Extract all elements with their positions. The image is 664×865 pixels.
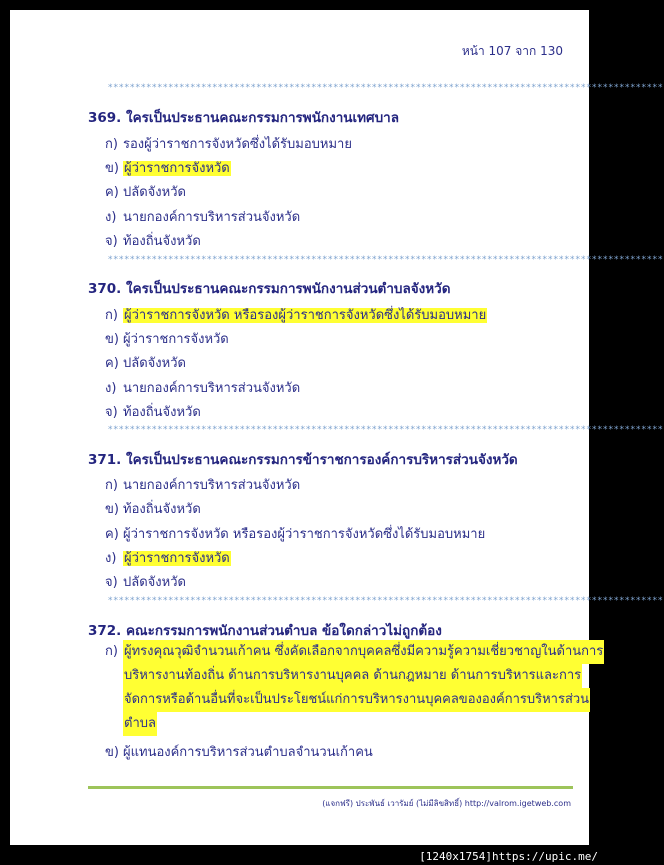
choice-label: ค) — [105, 356, 119, 371]
choice-text: ปลัดจังหวัด — [123, 185, 186, 200]
document-page — [10, 10, 664, 845]
choice-label: ง) — [105, 381, 117, 396]
choice-text-highlighted: ผู้ว่าราชการจังหวัด หรือรองผู้ว่าราชการจังหวัดซึ่งได้รับมอบหมาย — [124, 308, 487, 323]
choice-line: ผู้ทรงคุณวุฒิจำนวนเก้าคน ซึ่งคัดเลือกจากบุคคลซึ่งมีความรู้ความเชี่ยวชาญในด้านการ — [123, 640, 604, 664]
choice-text: นายกองค์การบริหารส่วนจังหวัด — [123, 381, 301, 396]
choice-text: ผู้ว่าราชการจังหวัด หรือรองผู้ว่าราชการจังหวัดซึ่งได้รับมอบหมาย — [123, 527, 486, 542]
separator: ***************************************************************************************************** — [108, 425, 664, 435]
choice-line: บริหารงานท้องถิ่น ด้านการบริหารงานบุคคล ด้านกฎหมาย ด้านการบริหารและการ — [123, 664, 582, 688]
choice-label: ก) — [105, 644, 118, 659]
choice-text-highlighted: ผู้ว่าราชการจังหวัด — [124, 161, 230, 176]
choice-item — [105, 230, 201, 251]
choice-item — [105, 523, 485, 544]
choice-text: นายกองค์การบริหารส่วนจังหวัด — [123, 478, 301, 493]
choice-text: รองผู้ว่าราชการจังหวัดซึ่งได้รับมอบหมาย — [123, 137, 352, 152]
choice-label: ก) — [105, 308, 118, 323]
separator: ***************************************************************************************************** — [108, 83, 664, 93]
choice-label: ง) — [105, 551, 117, 566]
choice-label: ข) — [105, 161, 119, 176]
choice-text: ท้องถิ่นจังหวัด — [123, 502, 201, 517]
choice-text: ท้องถิ่นจังหวัด — [123, 405, 201, 420]
choice-item — [105, 401, 201, 422]
question-title: 372. คณะกรรมการพนักงานส่วนตำบล ข้อใดกล่าวไม่ถูกต้อง — [88, 623, 442, 639]
choice-item — [105, 571, 186, 592]
footer-divider — [88, 786, 573, 789]
choice-text: ท้องถิ่นจังหวัด — [123, 234, 201, 249]
choice-item — [105, 157, 231, 178]
watermark: [1240x1754]https://upic.me/ — [419, 850, 598, 863]
choice-label: ก) — [105, 137, 118, 152]
choice-item — [105, 181, 186, 202]
choice-item — [105, 133, 352, 154]
separator: ***************************************************************************************************** — [108, 596, 664, 606]
choice-label: ข) — [105, 745, 119, 760]
choice-label: ข) — [105, 332, 119, 347]
choice-text: ผู้แทนองค์การบริหารส่วนตำบลจำนวนเก้าคน — [123, 745, 373, 760]
choice-label: ก) — [105, 478, 118, 493]
choice-item — [105, 206, 300, 227]
choice-text: ปลัดจังหวัด — [123, 575, 186, 590]
choice-label: จ) — [105, 405, 118, 420]
choice-text: ผู้ว่าราชการจังหวัด — [123, 332, 229, 347]
choice-label: จ) — [105, 234, 118, 249]
choice-item — [105, 304, 487, 325]
question-title: 370. ใครเป็นประธานคณะกรรมการพนักงานส่วนตำบลจังหวัด — [88, 281, 451, 297]
choice-label: ง) — [105, 210, 117, 225]
choice-item — [105, 741, 373, 762]
footer-credit: (แจกฟรี) ประพันธ์ เวารัมย์ (ไม่มีลิขสิทธิ์) http://valrom.igetweb.com — [322, 799, 571, 808]
choice-item — [105, 640, 604, 736]
choice-label: ค) — [105, 185, 119, 200]
choice-text-highlighted — [123, 640, 604, 736]
choice-item — [105, 352, 186, 373]
choice-text: ปลัดจังหวัด — [123, 356, 186, 371]
choice-text: นายกองค์การบริหารส่วนจังหวัด — [123, 210, 301, 225]
question-title: 369. ใครเป็นประธานคณะกรรมการพนักงานเทศบาล — [88, 110, 400, 126]
choice-line: จัดการหรือด้านอื่นที่จะเป็นประโยชน์แก่การบริหารงานบุคคลขององค์การบริหารส่วน — [123, 688, 590, 712]
page-number: หน้า 107 จาก 130 — [461, 44, 563, 58]
choice-item — [105, 498, 201, 519]
question-title: 371. ใครเป็นประธานคณะกรรมการข้าราชการองค์การบริหารส่วนจังหวัด — [88, 452, 518, 468]
choice-item — [105, 547, 231, 568]
choice-label: ข) — [105, 502, 119, 517]
choice-line: ตำบล — [123, 712, 157, 736]
choice-item — [105, 474, 300, 495]
choice-label: ค) — [105, 527, 119, 542]
choice-item — [105, 377, 300, 398]
choice-text-highlighted: ผู้ว่าราชการจังหวัด — [124, 551, 230, 566]
choice-item — [105, 328, 229, 349]
choice-label: จ) — [105, 575, 118, 590]
separator: ***************************************************************************************************** — [108, 255, 664, 265]
